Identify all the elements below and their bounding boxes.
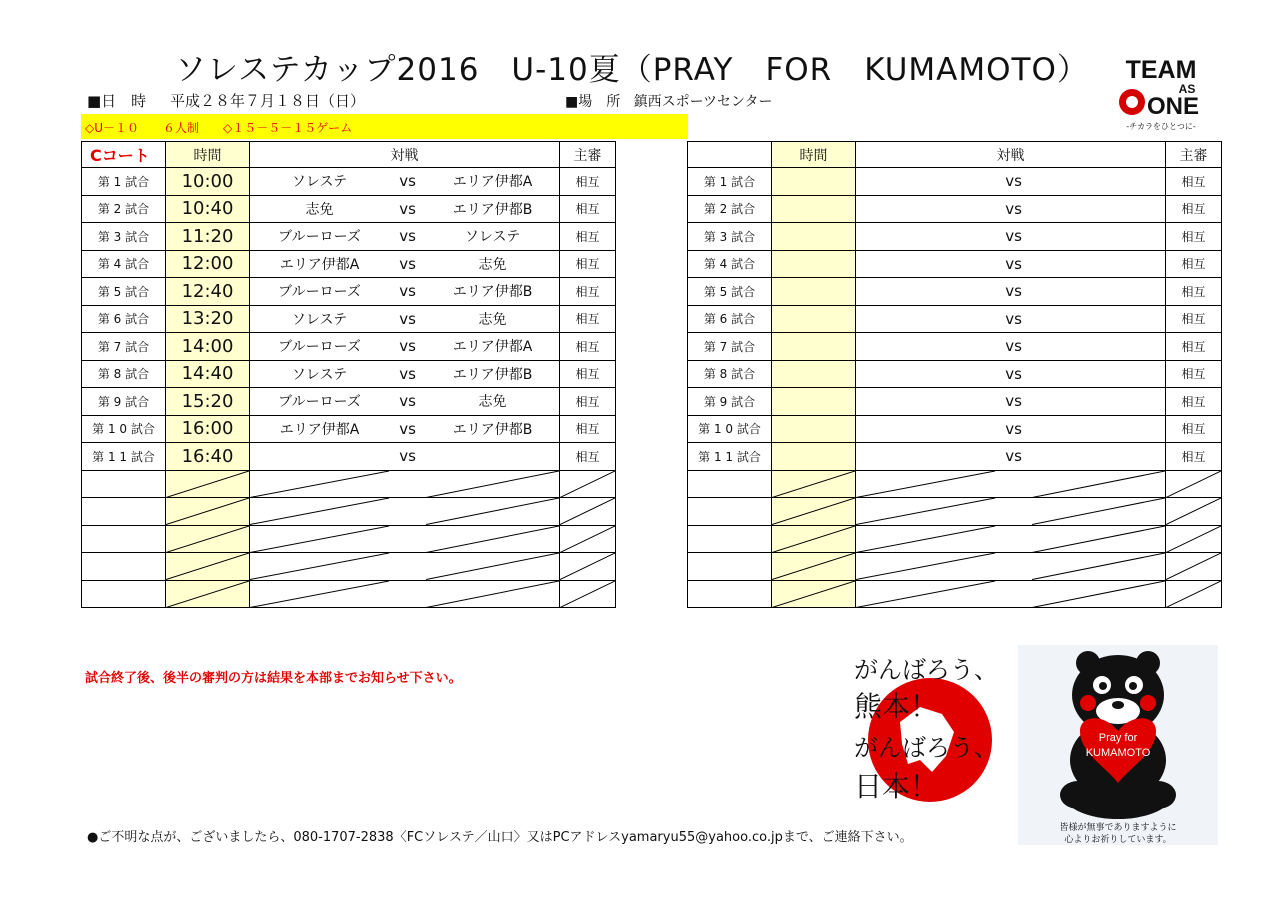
blank-row bbox=[688, 470, 1222, 498]
match-cell bbox=[856, 443, 1166, 471]
game-label: 第 2 試合 bbox=[82, 195, 166, 223]
game-label: 第 1 1 試合 bbox=[82, 443, 166, 471]
kumamon-bear-icon bbox=[1018, 645, 1218, 825]
blank-slash bbox=[250, 526, 559, 553]
blank-label-cell bbox=[82, 525, 166, 553]
table-row bbox=[82, 250, 616, 278]
referee-cell: 相互 bbox=[1166, 195, 1222, 223]
table-row bbox=[82, 333, 616, 361]
blank-slash bbox=[250, 553, 559, 580]
blank-row bbox=[82, 580, 616, 608]
game-time: 13:20 bbox=[166, 305, 250, 333]
blank-match-cell bbox=[856, 553, 1166, 581]
blank-slash bbox=[166, 498, 249, 525]
blank-slash bbox=[1166, 471, 1221, 498]
table-row bbox=[688, 223, 1222, 251]
match-cell bbox=[856, 333, 1166, 361]
blank-label-cell bbox=[688, 553, 772, 581]
match-cell bbox=[856, 278, 1166, 306]
blank-match-cell bbox=[250, 553, 560, 581]
blank-row bbox=[82, 498, 616, 526]
game-label: 第 1 1 試合 bbox=[688, 443, 772, 471]
table-row bbox=[688, 415, 1222, 443]
blank-slash bbox=[560, 526, 615, 553]
team-home: ソレステ bbox=[291, 366, 348, 383]
team-away: 志免 bbox=[478, 394, 507, 411]
game-label: 第 9 試合 bbox=[82, 388, 166, 416]
match-cell bbox=[250, 333, 560, 361]
blank-match-cell bbox=[250, 525, 560, 553]
blank-row bbox=[82, 470, 616, 498]
blank-match-cell bbox=[856, 525, 1166, 553]
blank-row bbox=[688, 498, 1222, 526]
game-label: 第 8 試合 bbox=[688, 360, 772, 388]
table-row bbox=[82, 443, 616, 471]
vs-label: vs bbox=[399, 392, 416, 411]
game-time bbox=[772, 195, 856, 223]
venue-label: ■場 所 bbox=[565, 94, 621, 110]
logo-as-text: AS bbox=[1178, 82, 1196, 96]
vs-label: vs bbox=[399, 172, 416, 191]
team-away: エリア伊都A bbox=[452, 339, 533, 356]
blank-slash bbox=[166, 581, 249, 608]
blank-slash bbox=[772, 526, 855, 553]
table-row bbox=[82, 388, 616, 416]
table-row bbox=[688, 333, 1222, 361]
referee-cell: 相互 bbox=[1166, 168, 1222, 196]
game-label: 第 6 試合 bbox=[82, 305, 166, 333]
table-row bbox=[688, 168, 1222, 196]
table-row bbox=[82, 278, 616, 306]
blank-slash bbox=[250, 498, 559, 525]
blank-slash bbox=[772, 471, 855, 498]
vs-label: vs bbox=[1005, 309, 1022, 328]
schedule-table-right bbox=[687, 141, 1222, 608]
pray-for-kumamoto-panel bbox=[1018, 645, 1218, 845]
match-cell bbox=[856, 250, 1166, 278]
team-as-one-logo bbox=[1115, 54, 1207, 132]
blank-referee-cell bbox=[560, 553, 616, 581]
blank-row bbox=[82, 525, 616, 553]
logo-team-text: TEAM bbox=[1125, 56, 1197, 84]
blank-time-cell bbox=[166, 553, 250, 581]
match-cell bbox=[856, 168, 1166, 196]
result-report-notice: 試合終了後、後半の審判の方は結果を本部までお知らせ下さい。 bbox=[85, 671, 462, 686]
blank-time-cell bbox=[772, 498, 856, 526]
referee-cell: 相互 bbox=[560, 168, 616, 196]
match-cell bbox=[250, 168, 560, 196]
blank-slash bbox=[1166, 526, 1221, 553]
referee-cell: 相互 bbox=[560, 388, 616, 416]
match-cell bbox=[250, 443, 560, 471]
blank-referee-cell bbox=[1166, 470, 1222, 498]
ganbarou-line1: がんばろう、 bbox=[854, 656, 998, 684]
blank-slash bbox=[1166, 498, 1221, 525]
team-away: 志免 bbox=[478, 256, 507, 273]
match-cell bbox=[250, 305, 560, 333]
heart-text-line2: KUMAMOTO bbox=[1085, 747, 1151, 759]
game-label: 第 4 試合 bbox=[82, 250, 166, 278]
team-home: ソレステ bbox=[291, 174, 348, 191]
vs-label: vs bbox=[1005, 447, 1022, 466]
game-time: 10:40 bbox=[166, 195, 250, 223]
team-away: エリア伊都B bbox=[452, 201, 533, 218]
blank-time-cell bbox=[772, 525, 856, 553]
vs-label: vs bbox=[399, 309, 416, 328]
header-time: 時間 bbox=[772, 142, 856, 168]
ganbarou-line4: 日本！ bbox=[854, 770, 939, 803]
blank-slash bbox=[856, 498, 1165, 525]
match-cell bbox=[250, 223, 560, 251]
game-label: 第 4 試合 bbox=[688, 250, 772, 278]
blank-referee-cell bbox=[560, 580, 616, 608]
heart-text-line1: Pray for bbox=[1098, 732, 1138, 744]
table-row bbox=[82, 195, 616, 223]
blank-slash bbox=[166, 471, 249, 498]
blank-referee-cell bbox=[1166, 580, 1222, 608]
game-time: 14:00 bbox=[166, 333, 250, 361]
match-cell bbox=[250, 250, 560, 278]
match-cell bbox=[856, 388, 1166, 416]
team-home: エリア伊都A bbox=[279, 421, 360, 438]
blank-referee-cell bbox=[1166, 553, 1222, 581]
court-label bbox=[688, 142, 772, 168]
game-time bbox=[772, 388, 856, 416]
blank-slash bbox=[856, 526, 1165, 553]
blank-row bbox=[688, 580, 1222, 608]
referee-cell: 相互 bbox=[560, 250, 616, 278]
vs-label: vs bbox=[399, 337, 416, 356]
blank-slash bbox=[772, 498, 855, 525]
blank-referee-cell bbox=[1166, 498, 1222, 526]
referee-cell: 相互 bbox=[560, 223, 616, 251]
game-time bbox=[772, 443, 856, 471]
vs-label: vs bbox=[1005, 254, 1022, 273]
vs-label: vs bbox=[399, 199, 416, 218]
team-away: エリア伊都B bbox=[452, 366, 533, 383]
game-label: 第 5 試合 bbox=[82, 278, 166, 306]
vs-label: vs bbox=[1005, 419, 1022, 438]
vs-label: vs bbox=[399, 254, 416, 273]
blank-slash bbox=[560, 471, 615, 498]
match-cell bbox=[250, 415, 560, 443]
venue-row bbox=[565, 91, 772, 111]
blank-slash bbox=[166, 553, 249, 580]
table-row bbox=[688, 250, 1222, 278]
game-label: 第 7 試合 bbox=[82, 333, 166, 361]
game-label: 第 1 試合 bbox=[688, 168, 772, 196]
game-label: 第 8 試合 bbox=[82, 360, 166, 388]
game-time bbox=[772, 305, 856, 333]
table-row bbox=[688, 360, 1222, 388]
blank-row bbox=[82, 553, 616, 581]
game-label: 第 3 試合 bbox=[688, 223, 772, 251]
game-time: 16:00 bbox=[166, 415, 250, 443]
match-cell bbox=[856, 305, 1166, 333]
table-row bbox=[688, 278, 1222, 306]
referee-cell: 相互 bbox=[1166, 388, 1222, 416]
blank-time-cell bbox=[772, 553, 856, 581]
vs-label: vs bbox=[1005, 282, 1022, 301]
vs-label: vs bbox=[1005, 392, 1022, 411]
page-title: ソレステカップ2016 U-10夏（PRAY FOR KUMAMOTO） bbox=[175, 52, 1089, 88]
table-row bbox=[82, 168, 616, 196]
blank-label-cell bbox=[82, 553, 166, 581]
blank-slash bbox=[772, 581, 855, 608]
blank-time-cell bbox=[772, 580, 856, 608]
game-time bbox=[772, 278, 856, 306]
referee-cell: 相互 bbox=[1166, 415, 1222, 443]
blank-slash bbox=[856, 553, 1165, 580]
game-time bbox=[772, 168, 856, 196]
blank-label-cell bbox=[688, 525, 772, 553]
referee-cell: 相互 bbox=[1166, 250, 1222, 278]
blank-slash bbox=[1166, 581, 1221, 608]
referee-cell: 相互 bbox=[1166, 443, 1222, 471]
vs-label: vs bbox=[399, 282, 416, 301]
match-cell bbox=[250, 278, 560, 306]
blank-match-cell bbox=[856, 580, 1166, 608]
table-header-row bbox=[82, 142, 616, 168]
game-time: 10:00 bbox=[166, 168, 250, 196]
kumamon-caption-line1: 皆様が無事でありますように bbox=[1059, 823, 1177, 833]
header-time: 時間 bbox=[166, 142, 250, 168]
vs-label: vs bbox=[399, 364, 416, 383]
table-header-row bbox=[688, 142, 1222, 168]
vs-label: vs bbox=[1005, 364, 1022, 383]
game-label: 第 9 試合 bbox=[688, 388, 772, 416]
game-label: 第 3 試合 bbox=[82, 223, 166, 251]
match-cell bbox=[250, 195, 560, 223]
blank-referee-cell bbox=[560, 470, 616, 498]
game-time: 11:20 bbox=[166, 223, 250, 251]
table-row bbox=[688, 443, 1222, 471]
team-home: 志免 bbox=[305, 201, 334, 218]
referee-cell: 相互 bbox=[560, 278, 616, 306]
table-row bbox=[82, 360, 616, 388]
referee-cell: 相互 bbox=[560, 333, 616, 361]
blank-slash bbox=[560, 553, 615, 580]
match-cell bbox=[856, 360, 1166, 388]
blank-label-cell bbox=[688, 498, 772, 526]
blank-label-cell bbox=[82, 470, 166, 498]
referee-cell: 相互 bbox=[560, 415, 616, 443]
table-row bbox=[688, 305, 1222, 333]
blank-label-cell bbox=[688, 580, 772, 608]
blank-label-cell bbox=[82, 580, 166, 608]
table-row bbox=[82, 223, 616, 251]
vs-label: vs bbox=[399, 447, 416, 466]
game-format-note: ◇U－１０ ６人制 ◇１５－５－１５ゲーム bbox=[85, 121, 353, 135]
blank-referee-cell bbox=[560, 498, 616, 526]
schedule-table-left bbox=[81, 141, 616, 608]
blank-slash bbox=[1166, 553, 1221, 580]
game-time bbox=[772, 250, 856, 278]
kumamon-caption bbox=[1018, 822, 1218, 846]
game-time bbox=[772, 333, 856, 361]
date-label: ■日 時 bbox=[87, 92, 147, 110]
game-label: 第 2 試合 bbox=[688, 195, 772, 223]
game-label: 第 1 0 試合 bbox=[82, 415, 166, 443]
game-time: 14:40 bbox=[166, 360, 250, 388]
logo-one-text: ONE bbox=[1146, 93, 1200, 120]
blank-slash bbox=[856, 581, 1165, 608]
blank-row bbox=[688, 553, 1222, 581]
blank-label-cell bbox=[688, 470, 772, 498]
date-value: 平成２８年７月１８日（日） bbox=[170, 92, 366, 110]
team-away: エリア伊都B bbox=[452, 421, 533, 438]
ganbarou-kumamoto-graphic bbox=[850, 652, 1000, 812]
vs-label: vs bbox=[1005, 199, 1022, 218]
match-cell bbox=[250, 360, 560, 388]
header-referee: 主審 bbox=[1166, 142, 1222, 168]
game-time bbox=[772, 360, 856, 388]
logo-tagline: -チカラをひとつに- bbox=[1126, 122, 1196, 131]
referee-cell: 相互 bbox=[560, 443, 616, 471]
table-row bbox=[688, 195, 1222, 223]
referee-cell: 相互 bbox=[1166, 305, 1222, 333]
team-away: 志免 bbox=[478, 311, 507, 328]
match-cell bbox=[856, 415, 1166, 443]
blank-slash bbox=[166, 526, 249, 553]
vs-label: vs bbox=[399, 419, 416, 438]
referee-cell: 相互 bbox=[1166, 333, 1222, 361]
kumamon-caption-line2: 心よりお祈りしています。 bbox=[1064, 835, 1172, 845]
table-row bbox=[82, 415, 616, 443]
team-home: ブルーローズ bbox=[278, 284, 361, 301]
referee-cell: 相互 bbox=[1166, 360, 1222, 388]
blank-time-cell bbox=[772, 470, 856, 498]
blank-time-cell bbox=[166, 498, 250, 526]
game-label: 第 5 試合 bbox=[688, 278, 772, 306]
match-cell bbox=[250, 388, 560, 416]
court-label: Cコート bbox=[82, 142, 166, 168]
date-row bbox=[87, 90, 365, 111]
header-match: 対戦 bbox=[856, 142, 1166, 168]
game-time: 12:40 bbox=[166, 278, 250, 306]
blank-time-cell bbox=[166, 470, 250, 498]
blank-match-cell bbox=[856, 498, 1166, 526]
contact-footer: ●ご不明な点が、ございましたら、080-1707-2838〈FCソレステ／山口〉又はPCアドレスyamaryu55@yahoo.co.jpまで、ご連絡下さい。 bbox=[87, 830, 913, 845]
ganbarou-line3: がんばろう、 bbox=[854, 734, 998, 762]
vs-label: vs bbox=[399, 227, 416, 246]
blank-time-cell bbox=[166, 580, 250, 608]
blank-row bbox=[688, 525, 1222, 553]
game-time bbox=[772, 415, 856, 443]
table-row bbox=[688, 388, 1222, 416]
match-cell bbox=[856, 223, 1166, 251]
blank-slash bbox=[250, 471, 559, 498]
ganbarou-line2: 熊本！ bbox=[854, 690, 939, 723]
blank-referee-cell bbox=[1166, 525, 1222, 553]
game-label: 第 7 試合 bbox=[688, 333, 772, 361]
team-away: ソレステ bbox=[464, 229, 521, 246]
team-home: ブルーローズ bbox=[278, 394, 361, 411]
blank-label-cell bbox=[82, 498, 166, 526]
header-referee: 主審 bbox=[560, 142, 616, 168]
match-cell bbox=[856, 195, 1166, 223]
blank-slash bbox=[560, 581, 615, 608]
game-label: 第 1 0 試合 bbox=[688, 415, 772, 443]
team-away: エリア伊都B bbox=[452, 284, 533, 301]
referee-cell: 相互 bbox=[560, 360, 616, 388]
blank-match-cell bbox=[250, 470, 560, 498]
referee-cell: 相互 bbox=[560, 195, 616, 223]
blank-slash bbox=[772, 553, 855, 580]
blank-referee-cell bbox=[560, 525, 616, 553]
venue-value: 鎮西スポーツセンター bbox=[633, 94, 773, 110]
game-time bbox=[772, 223, 856, 251]
game-time: 16:40 bbox=[166, 443, 250, 471]
vs-label: vs bbox=[1005, 227, 1022, 246]
game-label: 第 1 試合 bbox=[82, 168, 166, 196]
blank-slash bbox=[560, 498, 615, 525]
vs-label: vs bbox=[1005, 337, 1022, 356]
team-home: ブルーローズ bbox=[278, 229, 361, 246]
team-home: ブルーローズ bbox=[278, 339, 361, 356]
team-away: エリア伊都A bbox=[452, 174, 533, 191]
game-time: 15:20 bbox=[166, 388, 250, 416]
blank-match-cell bbox=[250, 498, 560, 526]
blank-match-cell bbox=[250, 580, 560, 608]
team-home: ソレステ bbox=[291, 311, 348, 328]
header-match: 対戦 bbox=[250, 142, 560, 168]
blank-slash bbox=[250, 581, 559, 608]
vs-label: vs bbox=[1005, 172, 1022, 191]
table-row bbox=[82, 305, 616, 333]
referee-cell: 相互 bbox=[1166, 278, 1222, 306]
blank-match-cell bbox=[856, 470, 1166, 498]
game-time: 12:00 bbox=[166, 250, 250, 278]
referee-cell: 相互 bbox=[1166, 223, 1222, 251]
blank-slash bbox=[856, 471, 1165, 498]
game-label: 第 6 試合 bbox=[688, 305, 772, 333]
blank-time-cell bbox=[166, 525, 250, 553]
team-home: エリア伊都A bbox=[279, 256, 360, 273]
referee-cell: 相互 bbox=[560, 305, 616, 333]
